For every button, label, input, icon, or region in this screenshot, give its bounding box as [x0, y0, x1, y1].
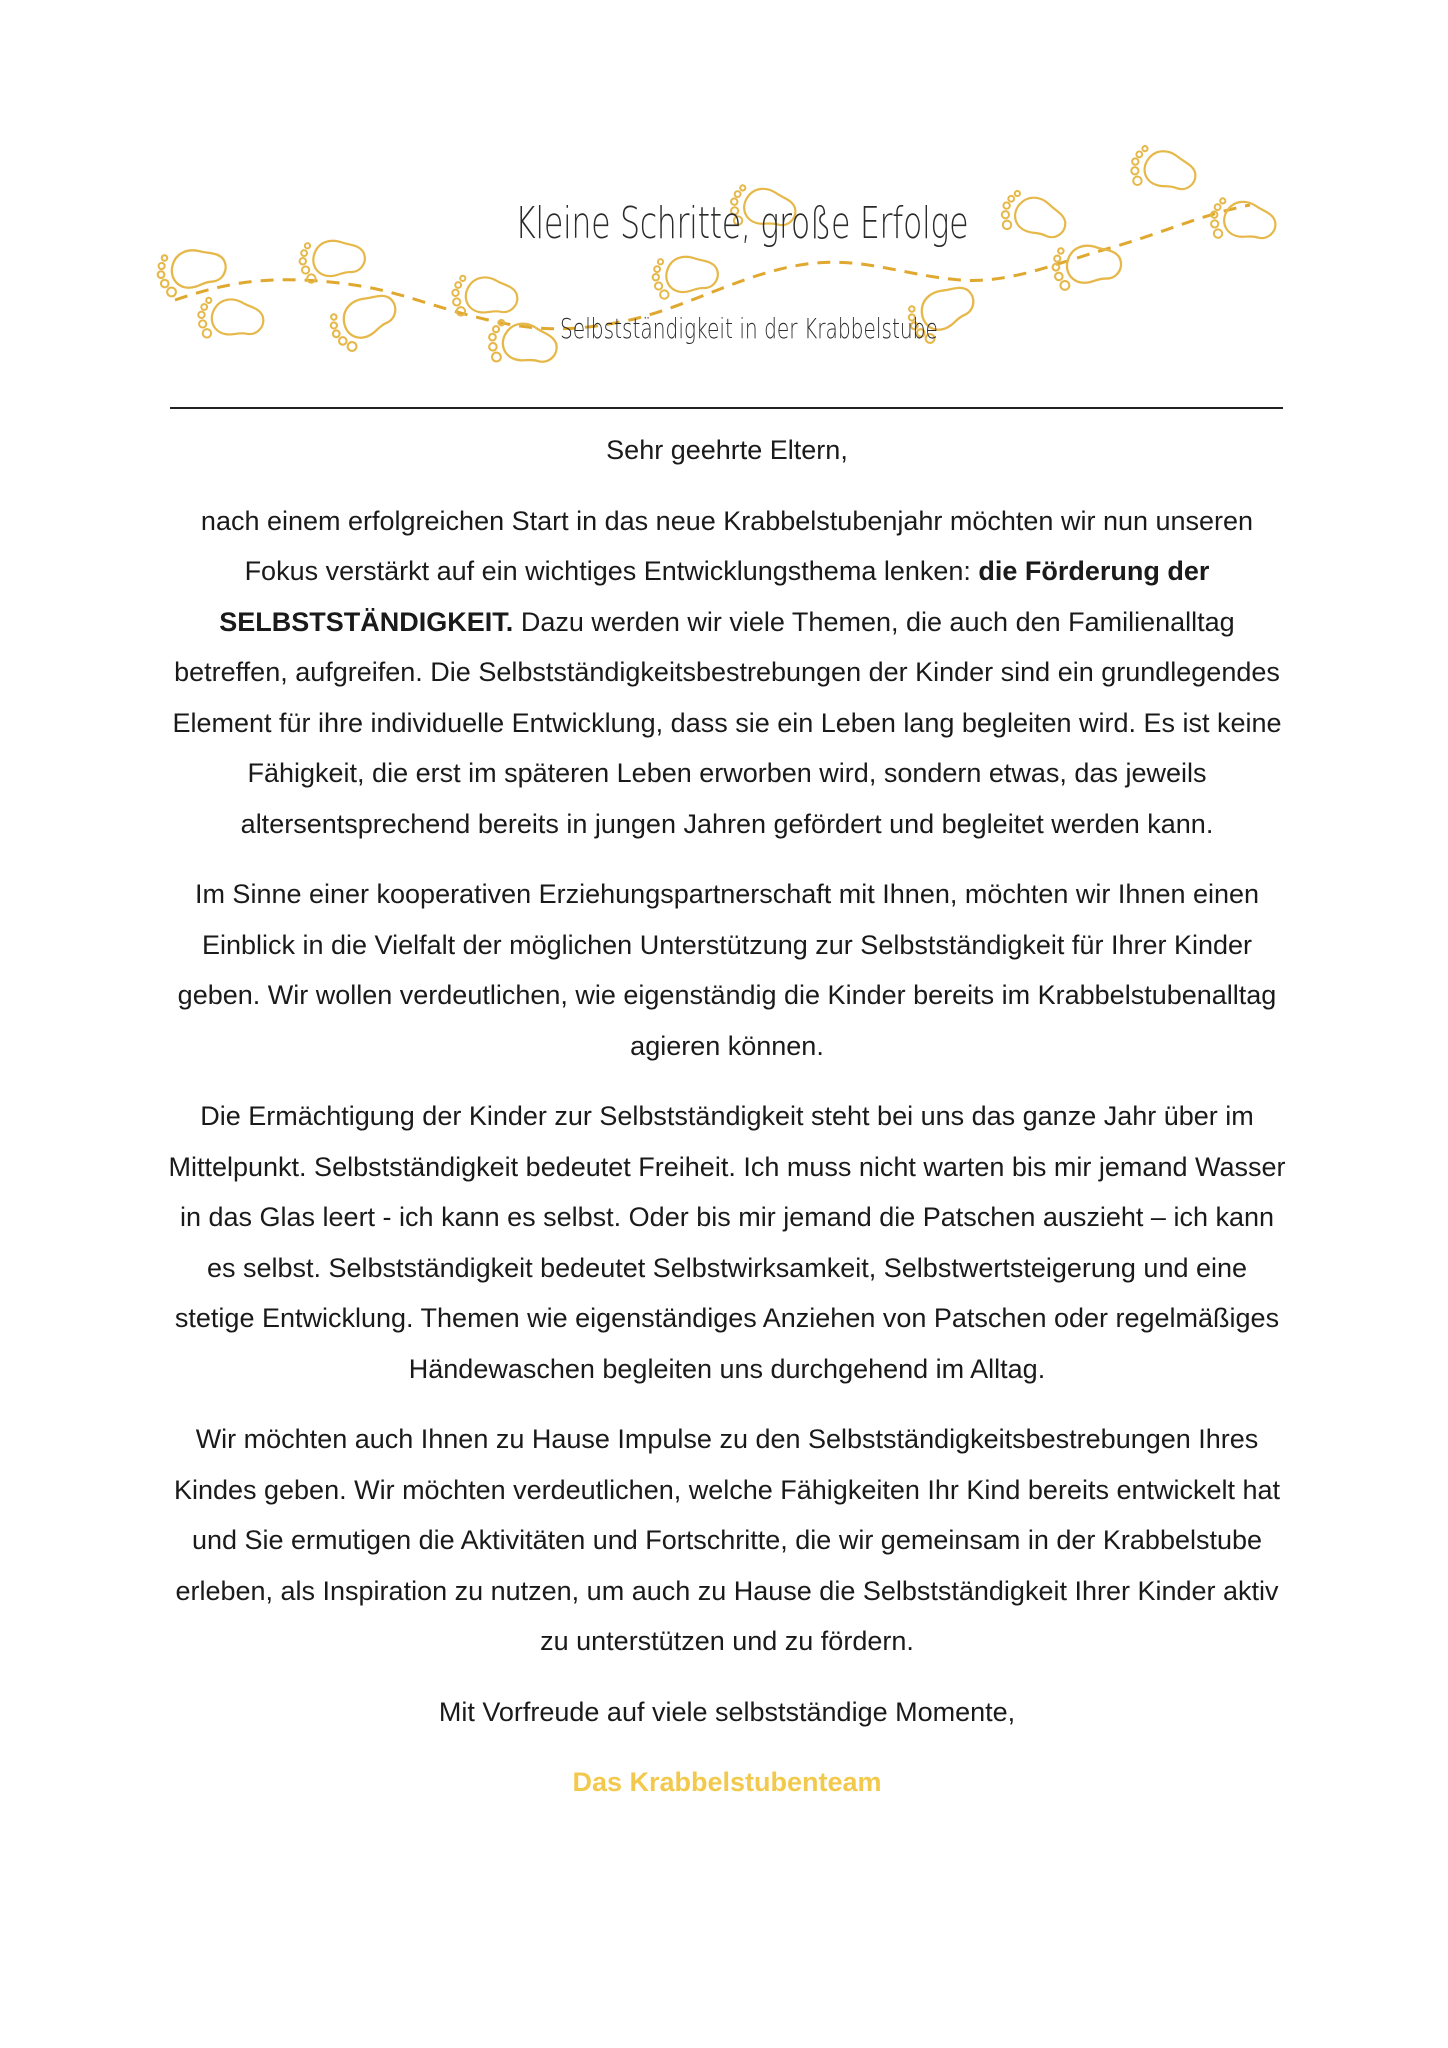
paragraph-1-bold: die Förderung der SELBSTSTÄNDIGKEIT.: [219, 556, 1210, 637]
header-banner: [0, 0, 1448, 400]
footprint-icon: [324, 285, 404, 356]
paragraph-4: Wir möchten auch Ihnen zu Hause Impulse zu den Selbstständigkeitsbestrebungen Ihres Kindes geben. Wir möchten verdeutlichen, welche Fähigkeiten Ihr Kind bereits entwickelt hat und Sie ermutigen die Aktivitäten und Fortschritte, die wir gemeinsam in der Krabbelstube erleben, als Inspiration zu nutzen, um auch zu Hause die Selbstständigkeit Ihrer Kinder aktiv zu unterstützen und zu fördern.: [173, 1424, 1281, 1656]
header-title: Kleine Schritte, große Erfolge: [515, 198, 969, 249]
footprint-icon: [996, 188, 1071, 248]
signature: Das Krabbelstubenteam: [572, 1767, 882, 1797]
salutation: Sehr geehrte Eltern,: [606, 435, 848, 465]
footprint-icon: [298, 238, 366, 284]
footprint-icon: [196, 297, 264, 343]
paragraph-1: [168, 496, 1286, 850]
footprint-icon: [1207, 196, 1278, 247]
paragraph-2: Im Sinne einer kooperativen Erziehungspartnerschaft mit Ihnen, möchten wir Ihnen einen Einblick in die Vielfalt der möglichen Unterstützung zur Selbstständigkeit für Ihrer Kinder geben. Wir wollen verdeutlichen, wie eigenständig die Kinder bereits im Krabbelstubenalltag agieren können.: [177, 879, 1277, 1061]
paragraph-1-text-b: Dazu werden wir viele Themen, die auch den Familienalltag betreffen, aufgreifen. Die Selbstständigkeitsbestrebungen der Kinder sind ein grundlegendes Element für ihre individuelle Entwicklung, dass sie ein Leben lang begleiten wird. Es ist keine Fähigkeit, die erst im späteren Leben erworben wird, sondern etwas, das jeweils altersentsprechend bereits in jungen Jahren gefördert und begleitet werden kann.: [172, 606, 1282, 839]
paragraph-3: Die Ermächtigung der Kinder zur Selbstständigkeit steht bei uns das ganze Jahr über im Mittelpunkt. Selbstständigkeit bedeutet Freiheit. Ich muss nicht warten bis mir jemand Wasser in das Glas leert - ich kann es selbst. Oder bis mir jemand die Patschen auszieht – ich kann es selbst. Selbstständigkeit bedeutet Selbstwirksamkeit, Selbstwertsteigerung und eine stetige Entwicklung. Themen wie eigenständiges Anziehen von Patschen oder regelmäßiges Händewaschen begleiten uns durchgehend im Alltag.: [168, 1101, 1286, 1384]
footprint-icon: [1051, 243, 1123, 291]
paragraph-1-text-a: nach einem erfolgreichen Start in das neue Krabbelstubenjahr möchten wir nun unseren Fokus verstärkt auf ein wichtiges Entwicklungsthema lenken:: [200, 505, 1254, 586]
footprint-icon: [1126, 143, 1199, 199]
divider: [170, 407, 1283, 409]
header-subtitle: Selbstständigkeit in der Krabbelstube: [560, 312, 938, 345]
footprint-icon: [154, 245, 229, 298]
footprint-icon: [651, 254, 719, 300]
closing: Mit Vorfreude auf viele selbstständige Momente,: [438, 1696, 1016, 1727]
letter-body: [168, 425, 1286, 1828]
